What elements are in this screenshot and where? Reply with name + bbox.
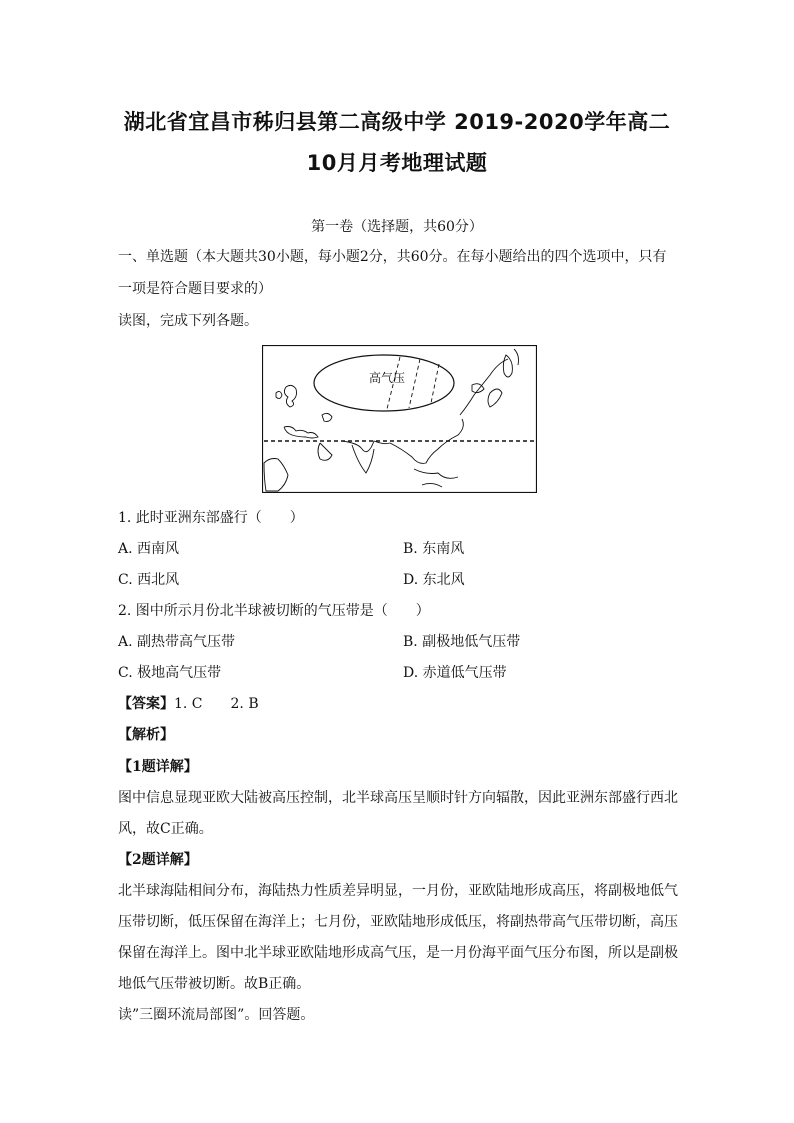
instructions-line2: 一项是符合题目要求的） [118,281,272,297]
answer-line [118,694,259,714]
q2-option-c: C. 极地高气压带 [118,665,222,681]
analysis-heading: 【解析】 [118,727,174,743]
detail2-line2: 压带切断，低压保留在海洋上；七月份，亚欧陆地形成低压，将副热带高气压带切断，高压 [118,914,678,930]
detail1-heading: 【1题详解】 [118,759,198,775]
answer-label: 【答案】 [118,696,174,712]
section-heading: 第一卷（选择题，共60分） [311,219,483,235]
q2-option-d: D. 赤道低气压带 [403,665,507,681]
detail1-line2: 风，故C正确。 [118,821,213,837]
q2-option-b: B. 副极地低气压带 [403,634,521,650]
q2-stem: 2. 图中所示月份北半球被切断的气压带是（ ） [118,603,430,619]
instructions-line1: 一、单选题（本大题共30小题，每小题2分，共60分。在每小题给出的四个选项中，只有 [118,249,667,265]
q1-stem: 1. 此时亚洲东部盛行（ ） [118,510,304,526]
detail2-line3: 保留在海洋上。图中北半球亚欧陆地形成高气压，是一月份海平面气压分布图，所以是副极 [118,945,678,961]
high-pressure-label: 高气压 [369,371,406,385]
asia-pressure-map [262,345,537,493]
answer-text: 1. C 2. B [174,696,259,712]
detail1-line1: 图中信息显现亚欧大陆被高压控制，北半球高压呈顺时针方向辐散，因此亚洲东部盛行西北 [118,790,678,806]
detail2-heading: 【2题详解】 [118,852,198,868]
q2-option-a: A. 副热带高气压带 [118,634,236,650]
detail2-line4: 地低气压带被切断。故B正确。 [118,976,311,992]
exam-title-line1: 湖北省宜昌市秭归县第二高级中学 2019-2020学年高二 [123,110,671,134]
q1-option-a: A. 西南风 [118,541,180,557]
detail2-line1: 北半球海陆相间分布，海陆热力性质差异明显，一月份，亚欧陆地形成高压，将副极地低气 [118,883,678,899]
q1-option-d: D. 东北风 [403,572,465,588]
q1-option-b: B. 东南风 [403,541,465,557]
exam-title-line2: 10月月考地理试题 [306,151,488,175]
q1-option-c: C. 西北风 [118,572,180,588]
prompt-read-map: 读图，完成下列各题。 [118,313,258,329]
prompt-three-cell-circulation: 读”三圈环流局部图”。回答题。 [118,1007,315,1023]
